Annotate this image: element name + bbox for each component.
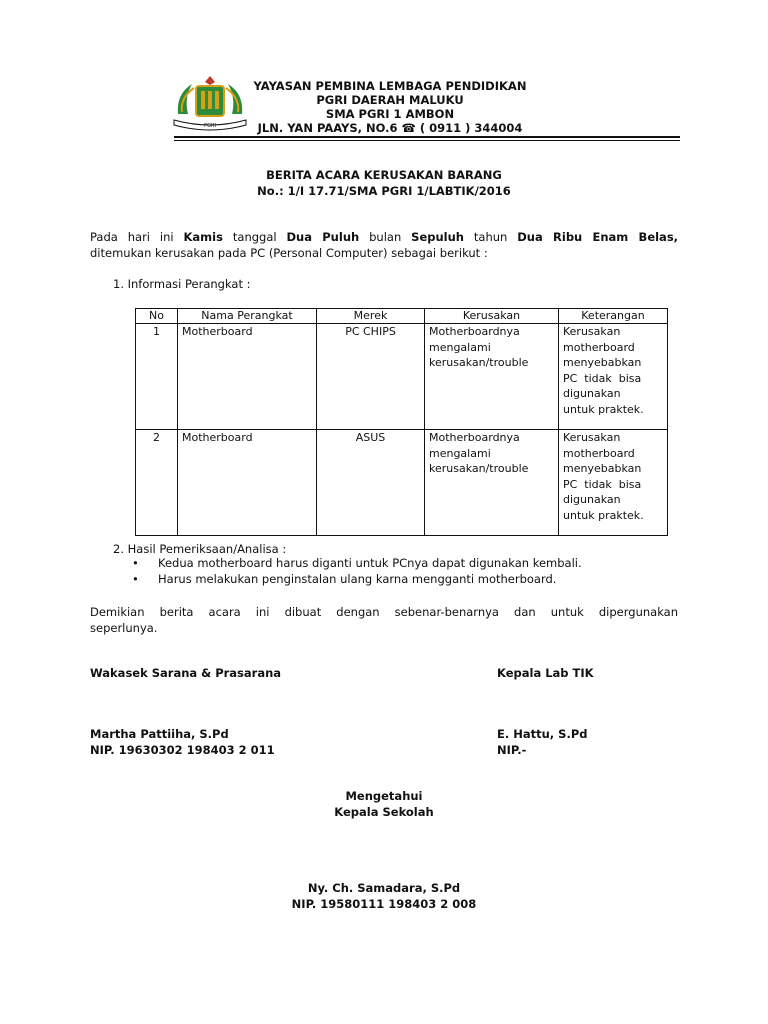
table-header: Kerusakan <box>425 309 559 324</box>
table-header: Merek <box>317 309 425 324</box>
table-header-row <box>136 309 668 324</box>
table-row <box>136 324 668 430</box>
signer-right-name: E. Hattu, S.Pd <box>497 727 588 741</box>
principal-title: Kepala Sekolah <box>334 805 434 819</box>
intro-line-2: ditemukan kerusakan pada PC (Personal Computer) sebagai berikut : <box>90 246 488 260</box>
cell-line: motherboard <box>563 340 635 354</box>
letterhead-line-4: JLN. YAN PAAYS, NO.6 ☎ ( 0911 ) 344004 <box>257 121 523 135</box>
cell-line: menyebabkan <box>563 462 642 475</box>
intro-year: Dua Ribu Enam Belas, <box>517 230 679 244</box>
intro-text: Pada hari ini <box>90 230 174 244</box>
table-header: Keterangan <box>559 309 668 324</box>
cell-line: Motherboardnya <box>429 431 520 444</box>
cell-line: PC tidak bisa <box>563 477 642 491</box>
closing-line-1: Demikian berita acara ini dibuat dengan sebenar-benarnya dan untuk dipergunakan <box>90 605 678 619</box>
closing-line-2: seperlunya. <box>90 621 158 635</box>
cell-line: kerusakan/trouble <box>429 462 529 475</box>
intro-line-1 <box>90 229 678 245</box>
cell-merek: ASUS <box>317 430 425 536</box>
cell-line: digunakan <box>563 387 621 400</box>
cell-line: Motherboardnya <box>429 325 520 338</box>
cell-line: Kerusakan <box>563 325 621 338</box>
table-header: Nama Perangkat <box>178 309 317 324</box>
principal-name: Ny. Ch. Samadara, S.Pd <box>307 881 461 895</box>
cell-kerusakan <box>425 324 559 430</box>
cell-line: motherboard <box>563 446 635 460</box>
document-title: BERITA ACARA KERUSAKAN BARANG <box>266 168 502 182</box>
cell-keterangan <box>559 324 668 430</box>
signer-left-name: Martha Pattiiha, S.Pd <box>90 727 229 741</box>
letterhead-line-3: SMA PGRI 1 AMBON <box>325 107 455 121</box>
cell-keterangan <box>559 430 668 536</box>
intro-date: Dua Puluh <box>286 230 360 244</box>
cell-line: digunakan <box>563 493 621 506</box>
cell-line: kerusakan/trouble <box>429 356 529 369</box>
cell-line: untuk praktek. <box>563 402 644 416</box>
intro-text: tanggal <box>232 230 277 244</box>
signer-left-title: Wakasek Sarana & Prasarana <box>90 666 282 680</box>
cell-kerusakan <box>425 430 559 536</box>
document-number: No.: 1/I 17.71/SMA PGRI 1/LABTIK/2016 <box>257 184 511 198</box>
table-row <box>136 430 668 536</box>
signer-left-nip: NIP. 19630302 198403 2 011 <box>90 743 275 757</box>
letterhead-line-2: PGRI DAERAH MALUKU <box>316 93 464 107</box>
table-header: No <box>136 309 178 324</box>
cell-line: menyebabkan <box>563 356 642 369</box>
intro-text: tahun <box>473 230 508 244</box>
letterhead-rule-thick <box>174 136 680 138</box>
cell-no: 2 <box>136 430 178 536</box>
cell-nama: Motherboard <box>178 324 317 430</box>
cell-merek: PC CHIPS <box>317 324 425 430</box>
finding-item: Kedua motherboard harus diganti untuk PCnya dapat digunakan kembali. <box>158 556 582 570</box>
intro-text: bulan <box>369 230 402 244</box>
cell-line: mengalami <box>429 340 491 354</box>
signer-right-title: Kepala Lab TIK <box>497 666 594 680</box>
principal-nip: NIP. 19580111 198403 2 008 <box>291 897 477 911</box>
cell-line: PC tidak bisa <box>563 371 642 385</box>
finding-item: Harus melakukan penginstalan ulang karna mengganti motherboard. <box>158 572 557 586</box>
cell-nama: Motherboard <box>178 430 317 536</box>
letterhead <box>230 79 550 135</box>
letterhead-rule-thin <box>174 140 680 141</box>
letterhead-line-1: YAYASAN PEMBINA LEMBAGA PENDIDIKAN <box>253 79 527 93</box>
cell-no: 1 <box>136 324 178 430</box>
intro-day: Kamis <box>183 230 223 244</box>
intro-month: Sepuluh <box>411 230 464 244</box>
device-table <box>135 308 668 536</box>
acknowledged-label: Mengetahui <box>345 789 423 803</box>
section-1-heading: 1. Informasi Perangkat : <box>113 277 251 291</box>
svg-text:PGRI: PGRI <box>204 123 216 129</box>
cell-line: Kerusakan <box>563 431 621 444</box>
bullet-icon: • <box>132 572 139 586</box>
bullet-icon: • <box>132 556 139 570</box>
signer-right-nip: NIP.- <box>497 743 527 757</box>
section-2-heading: 2. Hasil Pemeriksaan/Analisa : <box>113 542 287 556</box>
cell-line: untuk praktek. <box>563 508 644 522</box>
cell-line: mengalami <box>429 446 491 460</box>
